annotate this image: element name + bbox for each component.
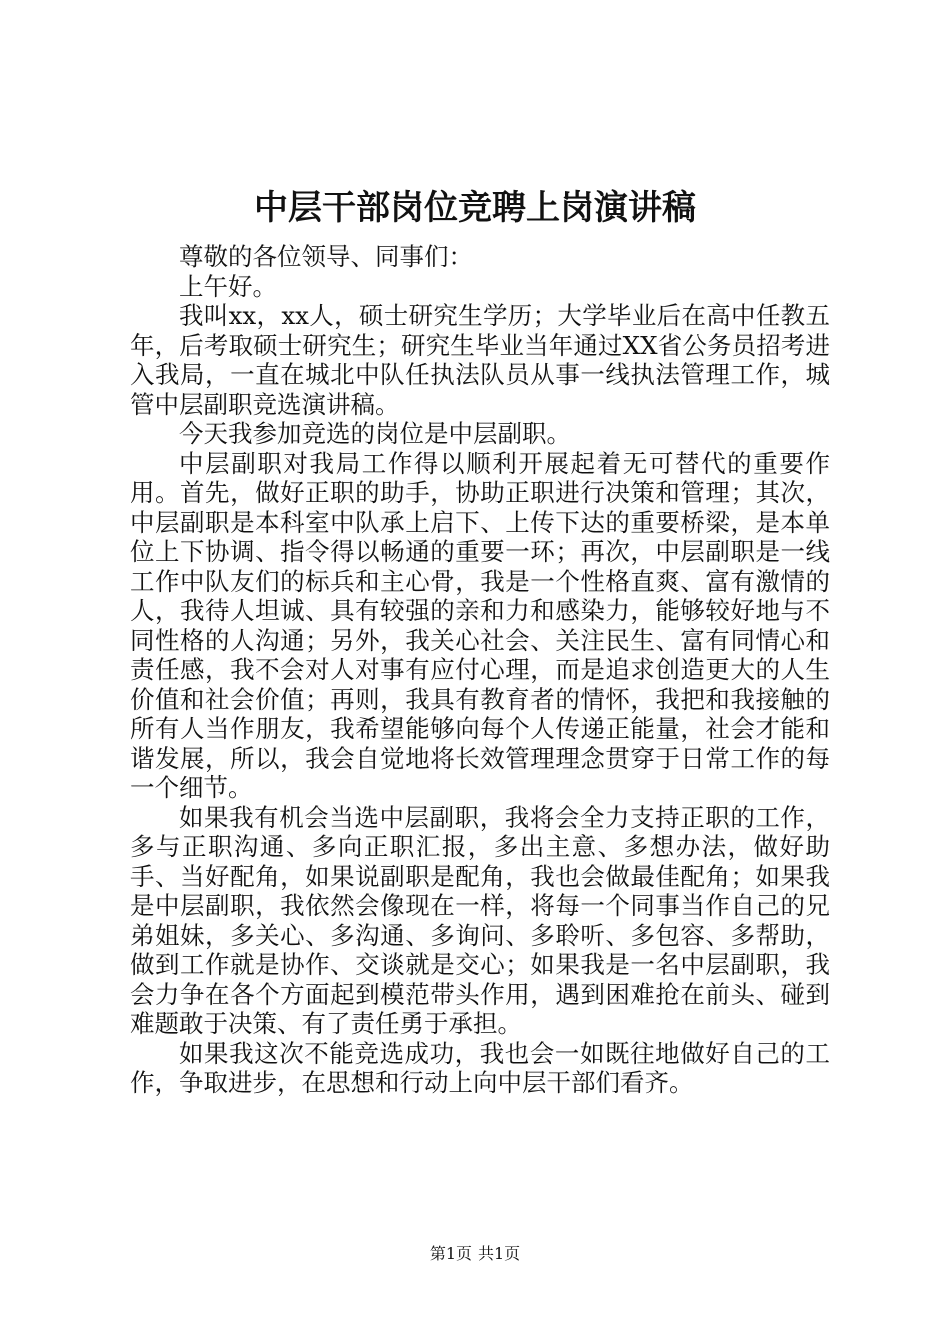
page-total: 共1页 xyxy=(478,1244,521,1263)
document-body xyxy=(130,242,830,1098)
page-footer xyxy=(0,1243,950,1265)
paragraph-introduction: 我叫xx，xx人，硕士研究生学历；大学毕业后在高中任教五年，后考取硕士研究生；研究生毕业当年通过XX省公务员招考进入我局，一直在城北中队任执法队员从事一线执法管理工作，城管中层副职竞选演讲稿。 xyxy=(130,301,830,419)
paragraph-commitment: 如果我有机会当选中层副职，我将会全力支持正职的工作，多与正职沟通、多向正职汇报，多出主意、多想办法，做好助手、当好配角，如果说副职是配角，我也会做最佳配角；如果我是中层副职，我依然会像现在一样，将每一个同事当作自己的兄弟姐妹，多关心、多沟通、多询问、多聆听、多包容、多帮助，做到工作就是协作、交谈就是交心；如果我是一名中层副职，我会力争在各个方面起到模范带头作用，遇到困难抢在前头、碰到难题敢于决策、有了责任勇于承担。 xyxy=(130,802,830,1038)
paragraph-closing: 如果我这次不能竞选成功，我也会一如既往地做好自己的工作，争取进步，在思想和行动上向中层干部们看齐。 xyxy=(130,1038,830,1097)
paragraph-role-importance: 中层副职对我局工作得以顺利开展起着无可替代的重要作用。首先，做好正职的助手，协助正职进行决策和管理；其次，中层副职是本科室中队承上启下、上传下达的重要桥梁，是本单位上下协调、指令得以畅通的重要一环；再次，中层副职是一线工作中队友们的标兵和主心骨，我是一个性格直爽、富有激情的人，我待人坦诚、具有较强的亲和力和感染力，能够较好地与不同性格的人沟通；另外，我关心社会、关注民生、富有同情心和责任感，我不会对人对事有应付心理，而是追求创造更大的人生价值和社会价值；再则，我具有教育者的情怀，我把和我接触的所有人当作朋友，我希望能够向每个人传递正能量，社会才能和谐发展，所以，我会自觉地将长效管理理念贯穿于日常工作的每一个细节。 xyxy=(130,448,830,802)
paragraph-salutation: 上午好。 xyxy=(179,271,277,301)
paragraph-greeting: 尊敬的各位领导、同事们： xyxy=(179,242,473,271)
paragraph-position: 今天我参加竞选的岗位是中层副职。 xyxy=(179,419,571,448)
document-title: 中层干部岗位竞聘上岗演讲稿 xyxy=(254,188,696,228)
page-number: 第1页 xyxy=(429,1244,472,1263)
